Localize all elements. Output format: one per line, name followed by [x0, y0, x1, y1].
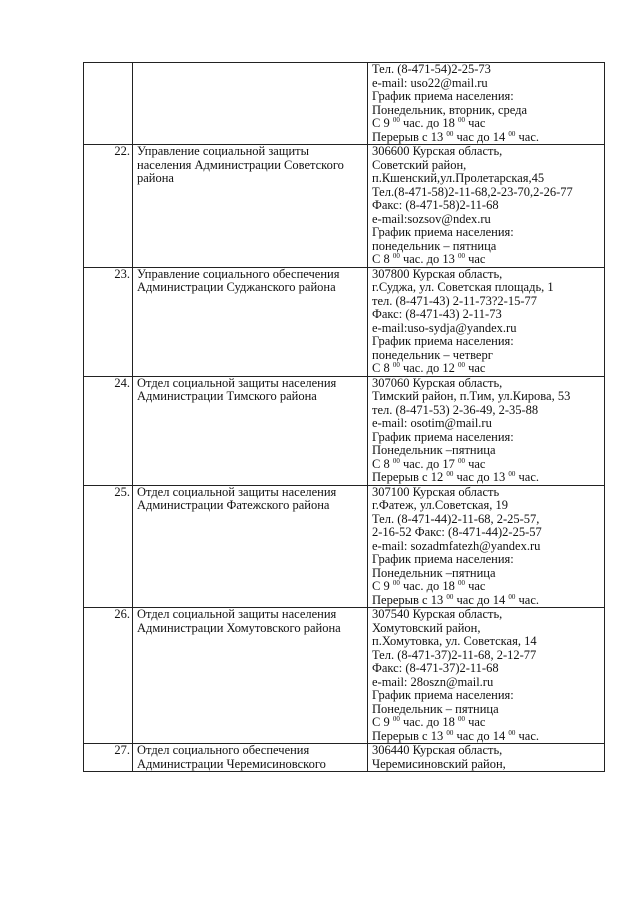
organization-name-line: населения Администрации Советского: [137, 158, 344, 172]
contact-info-line: e-mail: 28oszn@mail.ru: [372, 675, 494, 689]
contact-info-line: Факс: (8-471-58)2-11-68: [372, 199, 499, 212]
schedule-text: С 9: [372, 580, 393, 593]
contact-info-line: График приема населения:: [372, 90, 514, 103]
contact-info-line: Понедельник – пятница: [372, 702, 499, 716]
schedule-text: Перерыв с 12: [372, 471, 447, 484]
organization-name-line: Администрации Суджанского района: [137, 281, 336, 294]
time-minutes-superscript: 00: [457, 580, 465, 587]
time-minutes-superscript: 00: [392, 457, 400, 465]
schedule-text: час. до 13: [399, 253, 458, 266]
contact-info-line: [372, 362, 602, 376]
schedule-text: С 9: [372, 117, 393, 130]
organization-name-cell: [133, 376, 368, 485]
time-minutes-superscript: 00: [508, 729, 516, 737]
organization-name-line: Управление социальной защиты: [137, 145, 310, 158]
row-number: 23.: [84, 267, 133, 376]
contact-info-line: 306600 Курская область,: [372, 145, 503, 158]
schedule-text: Перерыв с 13: [372, 593, 447, 607]
contact-info-line: e-mail: uso22@mail.ru: [372, 76, 488, 90]
contact-info-line: 307540 Курская область,: [372, 608, 503, 621]
organization-name-cell: [133, 608, 368, 744]
schedule-text: час до 14: [453, 729, 509, 743]
table-row: [84, 267, 605, 376]
contact-info-line: График приема населения:: [372, 689, 514, 702]
time-minutes-superscript: 00: [392, 253, 400, 260]
organization-name-line: [137, 63, 365, 77]
schedule-text: час: [464, 580, 486, 593]
contact-info-line: тел. (8-471-43) 2-11-73?2-15-77: [372, 294, 538, 308]
organizations-table-body: [84, 63, 605, 772]
contact-info-line: e-mail: osotim@mail.ru: [372, 417, 492, 430]
contact-info-line: Тел. (8-471-37)2-11-68, 2-12-77: [372, 648, 537, 662]
organization-name-line: Администрации Тимского района: [137, 390, 317, 403]
row-number: 22.: [84, 145, 133, 268]
schedule-text: С 8: [372, 362, 393, 375]
schedule-text: час: [464, 253, 486, 266]
schedule-text: час.: [515, 471, 539, 484]
contact-info-line: 307800 Курская область,: [372, 267, 503, 281]
table-row: [84, 145, 605, 268]
schedule-text: час: [464, 117, 486, 130]
contact-info-line: [372, 716, 602, 730]
organization-name-line: Управление социального обеспечения: [137, 267, 340, 281]
time-minutes-superscript: 00: [508, 130, 516, 138]
organization-name-line: Администрации Фатежского района: [137, 499, 330, 512]
organization-name-cell: [133, 744, 368, 772]
organization-name-cell: [133, 63, 368, 145]
time-minutes-superscript: 00: [457, 716, 465, 723]
time-minutes-superscript: 00: [446, 729, 454, 737]
time-minutes-superscript: 00: [508, 593, 516, 601]
time-minutes-superscript: 00: [392, 362, 400, 369]
schedule-text: час.: [515, 130, 539, 144]
contact-info-line: п.Кшенский,ул.Пролетарская,45: [372, 172, 545, 185]
table-row: [84, 376, 605, 485]
schedule-text: час.: [515, 729, 539, 743]
contact-info-line: График приема населения:: [372, 335, 514, 348]
contact-info-line: [372, 253, 602, 267]
time-minutes-superscript: 00: [446, 593, 454, 601]
contact-info-line: [372, 580, 602, 594]
schedule-text: С 9: [372, 716, 393, 729]
contact-info-line: п.Хомутовка, ул. Советская, 14: [372, 635, 537, 648]
schedule-text: час: [464, 716, 486, 729]
contact-info-line: 307060 Курская область,: [372, 376, 503, 390]
row-number: 26.: [84, 608, 133, 744]
schedule-text: Перерыв с 13: [372, 130, 447, 144]
contact-info-cell: [368, 145, 605, 268]
contact-info-line: Понедельник –пятница: [372, 444, 496, 457]
schedule-text: час: [464, 457, 486, 471]
contact-info-line: Тел. (8-471-44)2-11-68, 2-25-57,: [372, 512, 540, 526]
organizations-table: [83, 62, 605, 772]
schedule-text: час до 14: [453, 130, 509, 144]
table-row: [84, 63, 605, 145]
contact-info-line: Понедельник –пятница: [372, 566, 496, 580]
schedule-text: час. до 17: [399, 457, 458, 471]
contact-info-line: г.Суджа, ул. Советская площадь, 1: [372, 281, 554, 294]
contact-info-line: Тимский район, п.Тим, ул.Кирова, 53: [372, 390, 571, 403]
organization-name-cell: [133, 145, 368, 268]
schedule-text: С 8: [372, 457, 393, 471]
table-row: [84, 744, 605, 772]
contact-info-line: Понедельник, вторник, среда: [372, 103, 528, 117]
organization-name-line: [137, 77, 365, 91]
table-row: [84, 608, 605, 744]
contact-info-line: Тел.(8-471-58)2-11-68,2-23-70,2-26-77: [372, 185, 573, 199]
schedule-text: Перерыв с 13: [372, 729, 447, 743]
row-number: [84, 63, 133, 145]
contact-info-line: Факс: (8-471-37)2-11-68: [372, 662, 499, 675]
time-minutes-superscript: 00: [508, 471, 516, 478]
contact-info-line: График приема населения:: [372, 430, 514, 444]
schedule-text: час: [464, 362, 486, 375]
organization-name-line: Отдел социальной защиты населения: [137, 608, 337, 621]
organization-name-cell: [133, 267, 368, 376]
contact-info-line: e-mail:uso-sydja@yandex.ru: [372, 321, 517, 335]
contact-info-line: e-mail: sozadmfatezh@yandex.ru: [372, 539, 541, 553]
contact-info-cell: [368, 744, 605, 772]
row-number: 25.: [84, 485, 133, 608]
row-number: 27.: [84, 744, 133, 772]
schedule-text: час. до 18: [399, 117, 458, 130]
contact-info-line: Советский район,: [372, 158, 467, 172]
contact-info-cell: [368, 63, 605, 145]
schedule-text: час. до 18: [399, 716, 458, 729]
table-row: [84, 485, 605, 608]
contact-info-line: [372, 594, 602, 608]
row-number: 24.: [84, 376, 133, 485]
time-minutes-superscript: 00: [446, 471, 454, 478]
contact-info-line: Тел. (8-471-54)2-25-73: [372, 63, 491, 76]
organization-name-cell: [133, 485, 368, 608]
contact-info-line: Черемисиновский район,: [372, 757, 506, 771]
organization-name-line: [137, 104, 365, 118]
contact-info-line: тел. (8-471-53) 2-36-49, 2-35-88: [372, 403, 539, 417]
contact-info-cell: [368, 608, 605, 744]
contact-info-line: 2-16-52 Факс: (8-471-44)2-25-57: [372, 526, 542, 539]
schedule-text: час.: [515, 593, 539, 607]
contact-info-line: 307100 Курская область: [372, 485, 500, 499]
contact-info-line: Хомутовский район,: [372, 621, 481, 635]
contact-info-line: понедельник – пятница: [372, 239, 497, 253]
time-minutes-superscript: 00: [392, 580, 400, 587]
contact-info-line: г.Фатеж, ул.Советская, 19: [372, 499, 508, 512]
contact-info-line: [372, 730, 602, 744]
contact-info-line: понедельник – четверг: [372, 348, 493, 362]
schedule-text: час до 13: [453, 471, 509, 484]
contact-info-cell: [368, 485, 605, 608]
organization-name-line: [137, 90, 365, 104]
time-minutes-superscript: 00: [446, 130, 454, 138]
time-minutes-superscript: 00: [392, 716, 400, 723]
contact-info-line: [372, 458, 602, 472]
organization-name-line: Отдел социальной защиты населения: [137, 376, 337, 390]
contact-info-line: График приема населения:: [372, 553, 514, 566]
time-minutes-superscript: 00: [392, 117, 400, 124]
organization-name-line: Отдел социального обеспечения: [137, 744, 310, 757]
organization-name-line: района: [137, 172, 174, 185]
contact-info-line: 306440 Курская область,: [372, 744, 503, 757]
organization-name-line: Администрации Хомутовского района: [137, 621, 341, 635]
time-minutes-superscript: 00: [457, 362, 465, 369]
organization-name-line: Администрации Черемисиновского: [137, 757, 326, 771]
schedule-text: час до 14: [453, 593, 509, 607]
contact-info-cell: [368, 267, 605, 376]
schedule-text: С 8: [372, 253, 393, 266]
organization-name-line: Отдел социальной защиты населения: [137, 485, 337, 499]
contact-info-line: Факс: (8-471-43) 2-11-73: [372, 308, 502, 321]
contact-info-line: [372, 117, 602, 131]
schedule-text: час. до 18: [399, 580, 458, 593]
time-minutes-superscript: 00: [457, 117, 465, 124]
contact-info-line: [372, 131, 602, 145]
time-minutes-superscript: 00: [457, 253, 465, 260]
organization-name-line: [137, 117, 365, 131]
contact-info-line: [372, 471, 602, 485]
contact-info-line: График приема населения:: [372, 226, 514, 239]
time-minutes-superscript: 00: [457, 457, 465, 465]
contact-info-line: e-mail:sozsov@ndex.ru: [372, 212, 491, 226]
contact-info-cell: [368, 376, 605, 485]
schedule-text: час. до 12: [399, 362, 458, 375]
